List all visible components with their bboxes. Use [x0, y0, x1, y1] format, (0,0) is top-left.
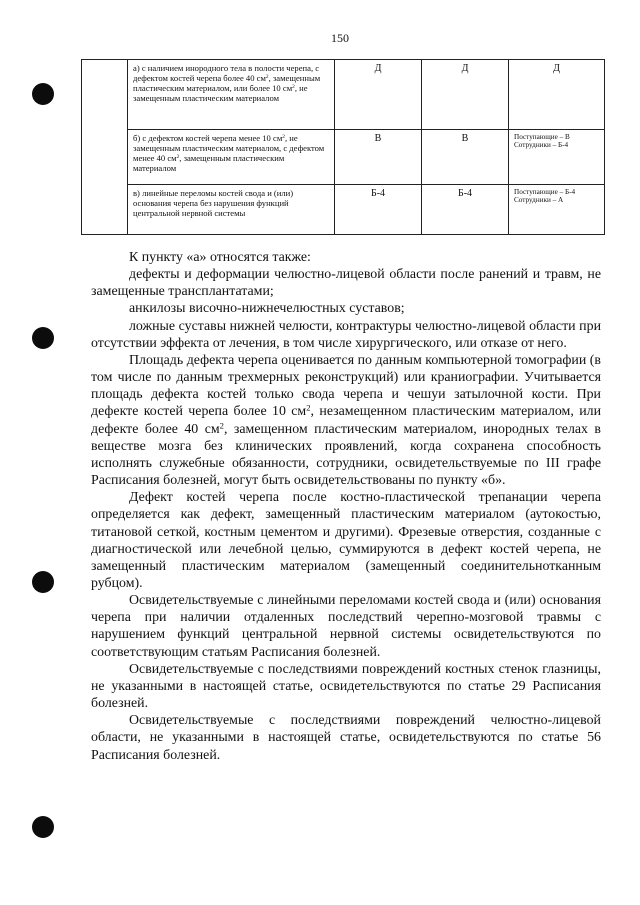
row-description: в) линейные переломы костей свода и (или) основания черепа без нарушения функций центральной нервной системы — [128, 185, 335, 235]
category-column-2: Д — [422, 60, 509, 130]
paragraph: дефекты и деформации челюстно-лицевой области после ранений и травм, не замещенные трансплантатами; — [91, 267, 601, 300]
table-row — [82, 60, 605, 130]
paragraph: ложные суставы нижней челюсти, контрактуры челюстно-лицевой области при отсутствии эффекта от лечения, в том числе хирургического, или отказе от него. — [91, 318, 601, 351]
category-column-1: В — [335, 130, 422, 185]
article-cell — [82, 60, 128, 235]
category-column-2: В — [422, 130, 509, 185]
table-row — [82, 130, 605, 185]
paragraph: К пункту «а» относятся также: — [129, 250, 311, 265]
page-number: 150 — [331, 31, 349, 45]
table-row — [82, 185, 605, 235]
category-line: Сотрудники – А — [514, 196, 564, 205]
paragraph: Площадь дефекта черепа оценивается по данным компьютерной томографии (в том числе по данным трехмерных реконструкций) или краниографии. Учитывается площадь дефекта костей только свода черепа и чешуи затылочной кости. При дефекте костей черепа более 10 $см^2$, незамещенном пластическим материалом, или дефекте более 40 $см^2$, замещенном пластическим материалом, инородных телах в веществе мозга без клинических проявлений, когда сохранена способность исполнять служебные обязанности, сотрудники, освидетельствуемые по III графе Расписания болезней, могут быть освидетельствованы по пункту «б». — [91, 352, 602, 489]
category-column-2: Б-4 — [422, 185, 509, 235]
category-line: Поступающие – В — [514, 133, 570, 141]
category-column-3 — [509, 130, 605, 185]
category-column-3 — [509, 185, 605, 235]
category-column-1: Б-4 — [335, 185, 422, 235]
binder-hole — [32, 83, 54, 105]
row-description: б) с дефектом костей черепа менее 10 $см^2$, не замещенным пластическим материалом, с дефектом менее 40 $см^2$, замещенным пластическим материалом — [128, 130, 335, 185]
criteria-table — [81, 59, 605, 235]
category-line: Сотрудники – Б-4 — [514, 141, 569, 150]
body-text — [91, 249, 601, 764]
category-column-1: Д — [335, 60, 422, 130]
binder-hole — [32, 816, 54, 838]
row-description: а) с наличием инородного тела в полости черепа, с дефектом костей черепа более 40 $см^2$, замещенным пластическим материалом, или более 10 $см^2$, не замещенным пластическим материалом — [128, 60, 335, 130]
binder-hole — [32, 327, 54, 349]
paragraph: анкилозы височно-нижнечелюстных суставов; — [129, 301, 405, 317]
category-line: Поступающие – Б-4 — [514, 188, 576, 196]
paragraph: Дефект костей черепа после костно-пластической трепанации черепа определяется как дефект, замещенный пластическим материалом (аутокостью, титановой сеткой, костным цементом и другими). Фрезевые отверстия, созданные с диагностической или лечебной целью, суммируются в дефект костей черепа, не замещенный пластическим материалом (замещенный соединительнотканным рубцом). — [91, 490, 601, 591]
paragraph: Освидетельствуемые с последствиями повреждений челюстно-лицевой области, не указанными в настоящей статье, освидетельствуются по статье 56 Расписания болезней. — [91, 713, 601, 763]
paragraph: Освидетельствуемые с последствиями повреждений костных стенок глазницы, не указанными в настоящей статье, освидетельствуются по статье 29 Расписания болезней. — [91, 661, 601, 712]
paragraph: Освидетельствуемые с линейными переломами костей свода и (или) основания черепа при наличии отдаленных последствий черепно-мозговой травмы с нарушением функций центральной нервной системы освидетельствуются по соответствующим статьям Расписания болезней. — [91, 593, 601, 660]
binder-hole — [32, 571, 54, 593]
category-column-3: Д — [509, 60, 605, 130]
